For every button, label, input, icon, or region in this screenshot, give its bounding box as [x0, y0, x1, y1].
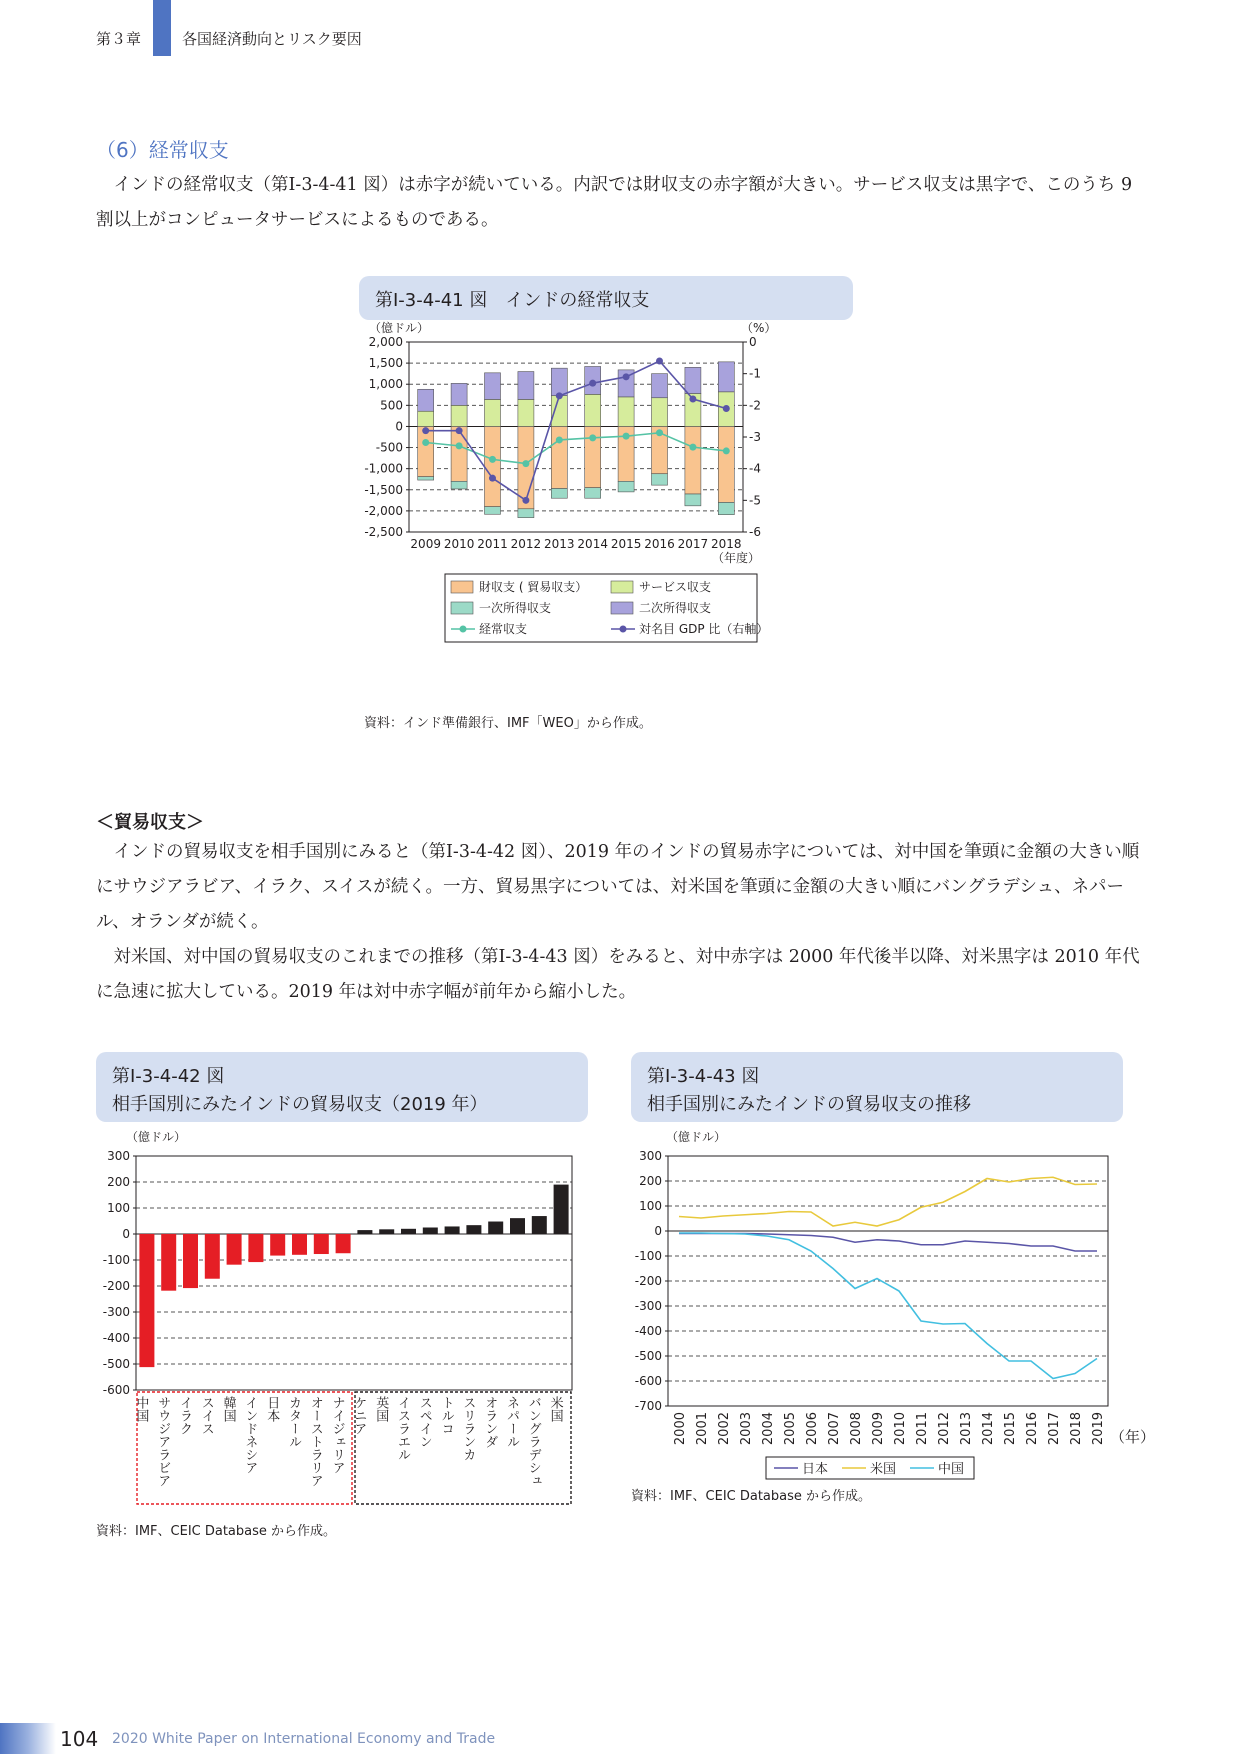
- fig41-legend-marker-4: [460, 626, 467, 633]
- fig41-bar-3-2011: [485, 373, 501, 400]
- fig43-x-tick: 2000: [673, 1412, 688, 1446]
- fig41-bar-2-2010: [451, 481, 467, 489]
- fig41-point-4-2014: [589, 434, 596, 441]
- chapter-number: 第３章: [96, 30, 142, 48]
- fig42-bar-カタール: [292, 1234, 307, 1255]
- page-footer: [0, 1715, 1241, 1754]
- fig41-x-tick: 2010: [443, 537, 475, 551]
- fig42-source: 資料：IMF、CEIC Database から作成。: [96, 1524, 337, 1539]
- fig43-legend-label-米国: 米国: [870, 1462, 897, 1477]
- fig43-x-tick: 2010: [893, 1412, 908, 1446]
- fig41-bar-0-2010: [451, 426, 467, 481]
- fig41-x-tick: 2015: [610, 537, 642, 551]
- fig41-point-5-2014: [589, 380, 596, 387]
- fig41-y-tick: -500: [375, 440, 403, 455]
- fig42-bar-日本: [270, 1234, 285, 1256]
- fig41-bar-3-2016: [652, 374, 668, 398]
- fig42-y-tick: -200: [102, 1279, 130, 1293]
- fig43-source: 資料：IMF、CEIC Database から作成。: [631, 1489, 872, 1504]
- fig41-chart: [355, 322, 855, 717]
- fig42-x-tick: ケニア: [351, 1396, 367, 1435]
- fig42-bar-スペイン: [423, 1228, 438, 1235]
- fig41-bar-1-2012: [518, 399, 534, 426]
- fig41-point-4-2017: [689, 444, 696, 451]
- fig41-y-tick: 2,000: [368, 335, 403, 349]
- fig41-point-4-2013: [556, 436, 563, 443]
- fig42-bar-ネパール: [510, 1218, 525, 1234]
- fig41-point-4-2016: [656, 429, 663, 436]
- fig43-x-tick: 2013: [959, 1412, 974, 1446]
- fig42-bar-ケニア: [357, 1230, 372, 1234]
- paragraph-3: 対米国、対中国の貿易収支のこれまでの推移（第Ⅰ-3-4-43 図）をみると、対中赤字は 2000 年代後半以降、対米黒字は 2010 年代に急速に拡大している。2019 年は対中赤字幅が前年から縮小した。: [96, 947, 1140, 1002]
- fig43-x-tick: 2012: [937, 1412, 952, 1446]
- fig41-point-5-2018: [723, 405, 730, 412]
- fig41-point-4-2012: [522, 460, 529, 467]
- fig41-point-5-2012: [522, 497, 529, 504]
- fig43-y-tick: 300: [639, 1149, 662, 1163]
- fig41-bar-3-2017: [685, 367, 701, 393]
- fig41-legend-swatch-0: [451, 581, 473, 593]
- fig42-x-tick: 英国: [373, 1396, 389, 1422]
- fig43-x-tick: 2005: [783, 1412, 798, 1446]
- fig41-point-5-2010: [456, 427, 463, 434]
- fig41-point-5-2017: [689, 396, 696, 403]
- fig43-x-tick: 2002: [717, 1412, 732, 1446]
- fig43-legend-label-日本: 日本: [802, 1462, 829, 1477]
- fig41-x-tick: 2013: [544, 537, 575, 551]
- fig41-x-label: （年度）: [711, 551, 761, 565]
- fig41-y-tick: -1,500: [364, 482, 403, 497]
- fig43-line-米国: [679, 1177, 1097, 1226]
- fig42-bar-オーストラリア: [314, 1234, 329, 1254]
- fig43-caption-title: 相手国別にみたインドの貿易収支の推移: [647, 1094, 971, 1115]
- fig41-y-tick: -1,000: [364, 461, 403, 476]
- fig41-x-tick: 2009: [410, 537, 441, 551]
- fig41-legend-marker-5: [620, 626, 627, 633]
- page-header: [0, 0, 1241, 58]
- fig42-x-tick: サウジアラビア: [155, 1396, 171, 1487]
- fig43-y-tick: 200: [639, 1174, 662, 1188]
- fig41-bar-1-2014: [585, 394, 601, 426]
- fig41-y-tick: 0: [395, 419, 403, 434]
- fig41-legend-swatch-1: [611, 581, 633, 593]
- fig43-y-tick: -500: [634, 1349, 662, 1363]
- fig43-x-tick: 2017: [1047, 1412, 1062, 1446]
- fig41-bar-2-2015: [618, 481, 634, 492]
- fig42-plot-frame: [136, 1156, 572, 1390]
- fig41-y-tick: 1,000: [368, 377, 403, 392]
- fig41-legend-label-1: サービス収支: [639, 580, 712, 594]
- fig41-bar-2-2011: [485, 507, 501, 515]
- fig42-y-tick: 0: [122, 1227, 130, 1241]
- fig42-x-tick: カタール: [286, 1396, 301, 1448]
- section-title: （6）経常収支: [96, 138, 229, 162]
- fig42-x-tick: スペイン: [416, 1396, 432, 1448]
- fig41-bar-3-2012: [518, 372, 534, 400]
- fig41-y2-tick: -4: [749, 461, 761, 476]
- fig41-y-tick: -2,500: [364, 525, 403, 539]
- fig42-x-tick: オランダ: [482, 1396, 498, 1448]
- fig42-bar-バングラデシュ: [532, 1216, 547, 1234]
- fig42-x-tick: 韓国: [220, 1396, 236, 1422]
- fig41-y2-tick: -2: [749, 398, 761, 413]
- fig43-y-tick: 100: [639, 1199, 662, 1213]
- fig42-bar-米国: [554, 1185, 569, 1234]
- fig42-bar-インドネシア: [248, 1234, 263, 1262]
- fig42-bar-サウジアラビア: [161, 1234, 176, 1291]
- fig41-legend-label-3: 二次所得収支: [639, 601, 712, 615]
- fig41-point-4-2018: [723, 447, 730, 454]
- fig41-point-4-2009: [422, 439, 429, 446]
- fig41-bar-2-2013: [551, 489, 567, 499]
- fig42-x-tick: スリランカ: [460, 1396, 476, 1461]
- fig43-x-tick: 2006: [805, 1412, 820, 1446]
- fig42-bar-スリランカ: [466, 1225, 481, 1234]
- fig41-legend-swatch-3: [611, 602, 633, 614]
- fig42-x-tick: イスラエル: [395, 1396, 410, 1461]
- fig43-y-tick: 0: [654, 1224, 662, 1238]
- fig42-x-tick: オーストラリア: [307, 1396, 323, 1487]
- fig42-x-tick: ナイジェリア: [329, 1396, 345, 1474]
- chapter-title: 各国経済動向とリスク要因: [182, 30, 362, 48]
- fig42-y-tick: -300: [102, 1305, 130, 1319]
- fig41-legend-label-0: 財収支 ( 貿易収支）: [479, 580, 588, 594]
- fig43-chart: [626, 1124, 1156, 1486]
- fig42-bar-イラク: [183, 1234, 198, 1288]
- fig41-y2-tick: 0: [749, 335, 757, 349]
- fig43-y-tick: -400: [634, 1324, 662, 1338]
- fig41-bar-3-2010: [451, 383, 467, 405]
- fig42-y-tick: 200: [107, 1175, 130, 1189]
- fig43-x-tick: 2008: [849, 1412, 864, 1446]
- fig41-bar-2-2014: [585, 488, 601, 499]
- fig42-x-tick: 日本: [264, 1396, 280, 1422]
- fig43-x-tick: 2007: [827, 1412, 842, 1446]
- fig42-x-tick: インドネシア: [242, 1396, 258, 1474]
- fig41-y-tick: 500: [380, 398, 403, 413]
- fig41-bar-2-2017: [685, 494, 701, 506]
- fig43-x-tick: 2014: [981, 1412, 996, 1446]
- fig41-bar-3-2013: [551, 368, 567, 395]
- fig41-y2-tick: -6: [749, 525, 761, 539]
- fig43-x-tick: 2015: [1003, 1412, 1018, 1446]
- fig42-x-tick: イラク: [177, 1396, 192, 1435]
- fig41-point-5-2015: [623, 373, 630, 380]
- fig41-y-label: （億ドル）: [369, 321, 430, 335]
- fig41-legend-swatch-2: [451, 602, 473, 614]
- fig41-bar-0-2013: [551, 426, 567, 488]
- fig41-bar-1-2011: [485, 399, 501, 426]
- fig41-x-tick: 2017: [677, 537, 709, 551]
- fig43-x-tick: 2001: [695, 1412, 710, 1446]
- fig41-y2-label: （%）: [741, 321, 777, 335]
- fig42-bar-スイス: [205, 1234, 220, 1279]
- fig41-bar-1-2016: [652, 398, 668, 427]
- fig43-y-tick: -200: [634, 1274, 662, 1288]
- fig43-caption-number: 第Ⅰ-3-4-43 図: [647, 1066, 760, 1087]
- fig42-y-label: （億ドル）: [126, 1130, 187, 1144]
- fig43-caption-box: [631, 1052, 1123, 1122]
- fig42-bar-韓国: [227, 1234, 242, 1265]
- fig43-line-日本: [679, 1234, 1097, 1252]
- fig41-x-tick: 2018: [711, 537, 742, 551]
- fig41-bar-2-2009: [418, 477, 434, 480]
- fig41-point-4-2015: [623, 433, 630, 440]
- fig41-bar-1-2010: [451, 405, 467, 426]
- fig41-bar-2-2016: [652, 474, 668, 485]
- fig41-y2-tick: -3: [749, 430, 761, 444]
- fig41-bar-1-2015: [618, 397, 634, 427]
- fig43-y-tick: -600: [634, 1374, 662, 1388]
- fig42-x-tick: 中国: [133, 1396, 149, 1422]
- fig42-y-tick: -400: [102, 1331, 130, 1345]
- fig42-y-tick: 300: [107, 1149, 130, 1163]
- fig41-bar-2-2018: [718, 502, 734, 514]
- fig43-x-tick: 2009: [871, 1412, 886, 1446]
- fig43-x-tick: 2004: [761, 1412, 776, 1446]
- fig43-y-tick: -700: [634, 1399, 662, 1413]
- fig41-y2-tick: -1: [749, 366, 761, 381]
- fig41-point-5-2011: [489, 475, 496, 482]
- fig41-legend-label-2: 一次所得収支: [479, 601, 552, 615]
- fig42-y-tick: -100: [102, 1253, 130, 1267]
- fig42-bar-中国: [139, 1234, 154, 1367]
- fig42-y-tick: -600: [102, 1383, 130, 1397]
- page-number: 104: [60, 1727, 99, 1751]
- subheading: ＜貿易収支＞: [96, 812, 204, 833]
- fig43-x-tick: 2019: [1091, 1412, 1106, 1446]
- fig42-caption-title: 相手国別にみたインドの貿易収支（2019 年）: [112, 1094, 488, 1115]
- fig41-point-5-2016: [656, 358, 663, 365]
- fig41-point-5-2013: [556, 392, 563, 399]
- fig42-bar-オランダ: [488, 1222, 503, 1234]
- fig42-bar-トルコ: [445, 1226, 460, 1234]
- chapter-bar: [153, 0, 171, 56]
- fig42-x-tick: ネパール: [504, 1396, 519, 1448]
- footer-title: 2020 White Paper on International Economy and Trade: [112, 1731, 496, 1747]
- fig43-x-tick: 2003: [739, 1412, 754, 1446]
- fig41-point-4-2011: [489, 456, 496, 463]
- fig41-bar-3-2018: [718, 362, 734, 392]
- fig41-line-5: [426, 361, 727, 500]
- fig41-x-tick: 2014: [577, 537, 608, 551]
- fig43-x-tick: 2016: [1025, 1412, 1040, 1446]
- fig41-x-tick: 2011: [477, 537, 508, 551]
- fig42-x-tick: スイス: [198, 1396, 214, 1435]
- fig42-x-tick: バングラデシュ: [525, 1396, 541, 1487]
- fig41-bar-0-2018: [718, 426, 734, 502]
- fig41-y2-tick: -5: [749, 493, 761, 508]
- fig42-x-tick: トルコ: [438, 1396, 454, 1435]
- fig42-caption-box: [96, 1052, 588, 1122]
- fig42-bar-英国: [379, 1229, 394, 1234]
- fig41-y-tick: -2,000: [364, 503, 403, 518]
- fig41-caption-box: [359, 276, 853, 320]
- fig41-legend-label-5: 対名目 GDP 比（右軸）: [639, 622, 769, 636]
- fig42-x-tick: 米国: [547, 1396, 563, 1422]
- fig41-bar-3-2009: [418, 389, 434, 411]
- fig41-source: 資料：インド準備銀行、IMF「WEO」から作成。: [364, 716, 652, 731]
- fig43-legend-label-中国: 中国: [938, 1462, 965, 1477]
- fig42-y-tick: 100: [107, 1201, 130, 1215]
- fig43-x-label: （年）: [1110, 1428, 1156, 1446]
- fig41-bar-0-2017: [685, 426, 701, 494]
- fig41-caption: 第Ⅰ-3-4-41 図 インドの経常収支: [375, 290, 650, 311]
- fig41-point-4-2010: [456, 442, 463, 449]
- fig41-x-tick: 2016: [644, 537, 675, 551]
- fig42-chart: [96, 1124, 592, 1522]
- fig42-bar-イスラエル: [401, 1229, 416, 1234]
- fig42-bar-ナイジェリア: [336, 1234, 351, 1253]
- fig43-y-tick: -300: [634, 1299, 662, 1313]
- fig41-legend-label-4: 経常収支: [479, 622, 528, 636]
- fig41-bar-1-2009: [418, 411, 434, 426]
- footer-bar: [0, 1723, 56, 1754]
- fig43-y-label: （億ドル）: [666, 1130, 727, 1144]
- fig43-x-tick: 2011: [915, 1412, 930, 1446]
- fig42-y-tick: -500: [102, 1357, 130, 1371]
- fig41-bar-2-2012: [518, 509, 534, 518]
- fig43-x-tick: 2018: [1069, 1412, 1084, 1446]
- fig42-caption-number: 第Ⅰ-3-4-42 図: [112, 1066, 225, 1087]
- fig41-point-5-2009: [422, 427, 429, 434]
- paragraph-2: インドの貿易収支を相手国別にみると（第Ⅰ-3-4-42 図）、2019 年のインドの貿易赤字については、対中国を筆頭に金額の大きい順にサウジアラビア、イラク、スイスが続く。一方、貿易黒字については、対米国を筆頭に金額の大きい順にバングラデシュ、ネパール、オランダが続く。: [96, 842, 1140, 932]
- paragraph-1: インドの経常収支（第Ⅰ-3-4-41 図）は赤字が続いている。内訳では財収支の赤字額が大きい。サービス収支は黒字で、このうち 9 割以上がコンピュータサービスによるものである。: [96, 175, 1133, 230]
- fig41-bar-0-2011: [485, 426, 501, 506]
- fig43-y-tick: -100: [634, 1249, 662, 1263]
- fig41-y-tick: 1,500: [368, 356, 403, 371]
- fig41-x-tick: 2012: [510, 537, 542, 551]
